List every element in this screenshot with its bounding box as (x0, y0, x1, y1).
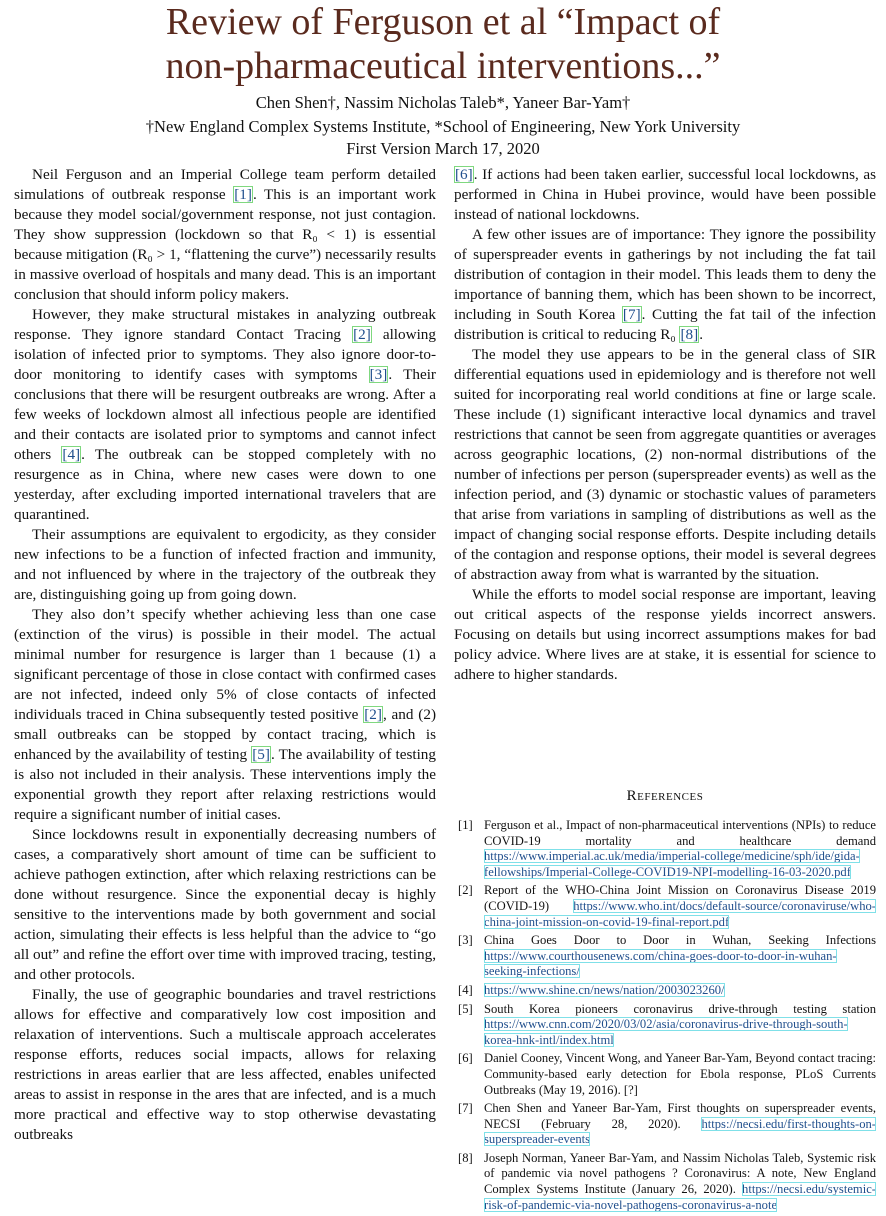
reference-item (458, 1002, 876, 1049)
reference-number: [4] (458, 982, 473, 997)
paragraph-8: The model they use appears to be in the general class of SIR differential equations used in epidemiology and is therefore not well suited for incorporating real world conditions at fine or large scale. These include (1) significant interactive local dynamics and travel restrictions that cannot be seen from aggregate quantities or averages across geographic locations, (2) non-normal distributions of the number of infections per person (superspreader events) as well as the infection period, and (3) dynamic or stochastic values of parameters that arise from variations in sampling of distributions as well as the impact of changing social response efforts. Despite including details of the contagion and response options, their model is several degrees of abstraction away from what is warranted by the situation. (454, 346, 876, 583)
paragraph-text: , and (2) small outbreaks can be stopped by contact tracing, which is enhanced by the availability of testing (14, 706, 437, 763)
reference-number: [1] (458, 818, 473, 832)
reference-item (458, 1051, 876, 1098)
reference-item (458, 1151, 876, 1213)
paragraph-9: While the efforts to model social response are important, leaving out critical aspects of the response yields incorrect answers. Focusing on details but using incorrect assumptions makes for bad policy advice. Where lives are at stake, it is essential for science to adhere to higher standards. (454, 586, 876, 683)
reference-url-link[interactable]: https://www.courthousenews.com/china-goes-door-to-door-in-wuhan-seeking-infections/ (484, 948, 837, 979)
reference-item (458, 983, 876, 999)
reference-url-link[interactable]: https://necsi.edu/first-thoughts-on-superspreader-events (484, 1116, 876, 1147)
reference-citation-text: Chen Shen and Yaneer Bar-Yam, First thoughts on superspreader events, NECSI (February 28, 2020). (484, 1101, 876, 1131)
reference-item (458, 933, 876, 980)
reference-text (484, 1051, 876, 1098)
reference-text (484, 1002, 876, 1049)
paragraph-text: They also don’t specify whether achieving less than one case (extinction of the virus) is possible in their model. The actual minimal number for resurgence is larger than 1 because (1) a significant percentage of those in close contact with confirmed cases are not infected, indeed only 5% of close contacts of infected individuals traced in China subsequently tested positive (14, 606, 436, 723)
right-column (454, 165, 876, 685)
reference-text (484, 933, 876, 980)
title-line-1: Review of Ferguson et al “Impact of (165, 1, 721, 43)
reference-number: [5] (458, 1001, 473, 1016)
reference-item (458, 1101, 876, 1148)
paragraph-text: A few other issues are of importance: They ignore the possibility of superspreader events in gatherings by not including the fat tail distribution of contagion in their model. This leads them to deny the importance of banning them, which has been shown to be incorrect, including in South Korea (454, 226, 876, 323)
citation-link[interactable]: [4] (62, 446, 81, 463)
reference-number: [6] (458, 1051, 473, 1066)
paragraph-1 (14, 165, 436, 305)
reference-citation-text: Joseph Norman, Yaneer Bar-Yam, and Nassim Nicholas Taleb, Systemic risk of pandemic via novel pathogens ? Coronavirus: A note, New England Complex Systems Institute (January 26, 2020). (484, 1150, 876, 1197)
citation-link[interactable]: [6] (455, 166, 473, 183)
reference-text (484, 883, 876, 930)
paragraph-text: . The outbreak can be stopped completely with no resurgence as in China, where new cases were down to one yesterday, after excluding imported international travelers that are quarantined. (14, 446, 436, 523)
reference-text (484, 983, 876, 999)
citation-link[interactable]: [3] (369, 366, 388, 383)
paragraph-text: . (699, 326, 703, 343)
citation-link[interactable]: [2] (364, 706, 382, 723)
reference-citation-text: South Korea pioneers coronavirus drive-through testing station (484, 1001, 876, 1016)
reference-citation-text: Ferguson et al., Impact of non-pharmaceutical interventions (NPIs) to reduce COVID-19 mortality and healthcare demand (484, 818, 876, 848)
reference-text (484, 1151, 876, 1213)
citation-link[interactable]: [1] (234, 186, 252, 203)
reference-item (458, 883, 876, 930)
author-list: Chen Shen†, Nassim Nicholas Taleb*, Yaneer Bar-Yam† (255, 93, 631, 112)
citation-link[interactable]: [7] (622, 306, 641, 323)
paragraph-text: Finally, the use of geographic boundaries and travel restrictions allows for effective and comparatively low cost imposition and relaxation of interventions. Such a multiscale approach accelerates response efforts, reduces social impacts, allows for relaxing restrictions in areas earlier that are less affected, enables unifected areas to assist in response in the ares that are infected, and is a much more practical and effective way to stop otherwise devastating outbreaks (14, 986, 436, 1143)
paragraph-text: . The availability of testing is also not included in their analysis. These interventions imply the exponential growth they report after relaxing restrictions would require a significant number of initial cases. (14, 746, 436, 823)
reference-text (484, 1101, 876, 1148)
reference-number: [3] (458, 933, 473, 948)
reference-number: [8] (458, 1150, 473, 1165)
reference-list (458, 818, 876, 1216)
paragraph-text: Neil Ferguson and an Imperial College team perform detailed simulations of outbreak response (14, 166, 436, 203)
reference-citation-text: Daniel Cooney, Vincent Wong, and Yaneer Bar-Yam, Beyond contact tracing: Community-based early detection for Ebola response, PLoS Currents Outbreaks (May 19, 2016). [?] (484, 1051, 876, 1097)
left-column (14, 165, 436, 1145)
paragraph-7 (454, 225, 876, 345)
reference-url-link[interactable]: https://www.imperial.ac.uk/media/imperial-college/medicine/sph/ide/gida-fellowships/Imperial-College-COVID19-NPI-modelling-16-03-2020.pdf (484, 849, 860, 879)
paragraph-2 (14, 305, 436, 525)
paragraph-text: . Their conclusions that there will be resurgent outbreaks are wrong. After a few weeks of lockdown almost all infectious people are identified and their contacts are isolated prior to symptoms and cannot infect others (14, 366, 436, 463)
reference-url-link[interactable]: https://www.shine.cn/news/nation/2003023260/ (484, 982, 725, 997)
reference-url-link[interactable]: https://www.cnn.com/2020/03/02/asia/coronavirus-drive-through-south-korea-hnk-intl/index.html (484, 1017, 848, 1047)
paragraph-3: Their assumptions are equivalent to ergodicity, as they consider new infections to be a function of infected fraction and immunity, and not influenced by where in the trajectory of the outbreak they are, distinguishing going up from going down. (14, 526, 436, 603)
citation-link[interactable]: [5] (252, 746, 270, 763)
reference-url-link[interactable]: https://necsi.edu/systemic-risk-of-pandemic-via-novel-pathogens-coronavirus-a-note (484, 1182, 876, 1212)
paragraph-text: . Cutting the fat tail of the infection distribution is critical to reducing R₀ (454, 306, 876, 343)
version-date: First Version March 17, 2020 (346, 139, 540, 158)
paragraph-text: . This is an important work because they model social/government response, not just contagion. They show suppression (lockdown so that R₀ < 1) is essential because mitigation (R₀ > 1, “flattening the curve”) necessarily results in massive overload of hospitals and many dead. This is an important conclusion that should inform policy makers. (14, 186, 436, 303)
paragraph-4 (14, 605, 436, 825)
references-heading: References (626, 788, 704, 804)
reference-url-link[interactable]: https://www.who.int/docs/default-source/coronaviruse/who-china-joint-mission-on-covid-19-final-report.pdf (484, 898, 876, 929)
paragraph-6 (14, 985, 436, 1145)
affiliations: †New England Complex Systems Institute, *School of Engineering, New York University (145, 117, 741, 136)
paragraph-text: . If actions had been taken earlier, successful local lockdowns, as performed in China in Hubei province, would have been possible instead of national lockdowns. (454, 166, 876, 223)
paragraph-text: allowing isolation of infected prior to symptoms. They also ignore door-to-door monitoring to identify cases with symptoms (14, 326, 436, 383)
paragraph-6-continued (454, 165, 876, 225)
reference-number: [2] (458, 883, 473, 898)
paragraph-text: However, they make structural mistakes in analyzing outbreak response. They ignore standard Contact Tracing (14, 306, 436, 343)
paragraph-5: Since lockdowns result in exponentially decreasing numbers of cases, a comparatively short amount of time can be sufficient to achieve pathogen extinction, after which relaxing restrictions can be done without resurgence. Since the exponential decay is highly sensitive to the interventions made by both government and social action, simulating their effects is less helpful than the advice to “go all out” and refine the effort over time with improved tracing, testing, and other protocols. (14, 826, 436, 983)
citation-link[interactable]: [2] (353, 326, 371, 343)
reference-item (458, 818, 876, 880)
reference-citation-text: China Goes Door to Door in Wuhan, Seeking Infections (484, 933, 876, 948)
title-line-2: non-pharmaceutical interventions...” (165, 45, 721, 87)
reference-text (484, 818, 876, 880)
paper-title (0, 0, 886, 88)
citation-link[interactable]: [8] (680, 326, 699, 343)
reference-citation-text: Report of the WHO-China Joint Mission on Coronavirus Disease 2019 (COVID-19) (484, 883, 876, 913)
reference-number: [7] (458, 1101, 473, 1116)
